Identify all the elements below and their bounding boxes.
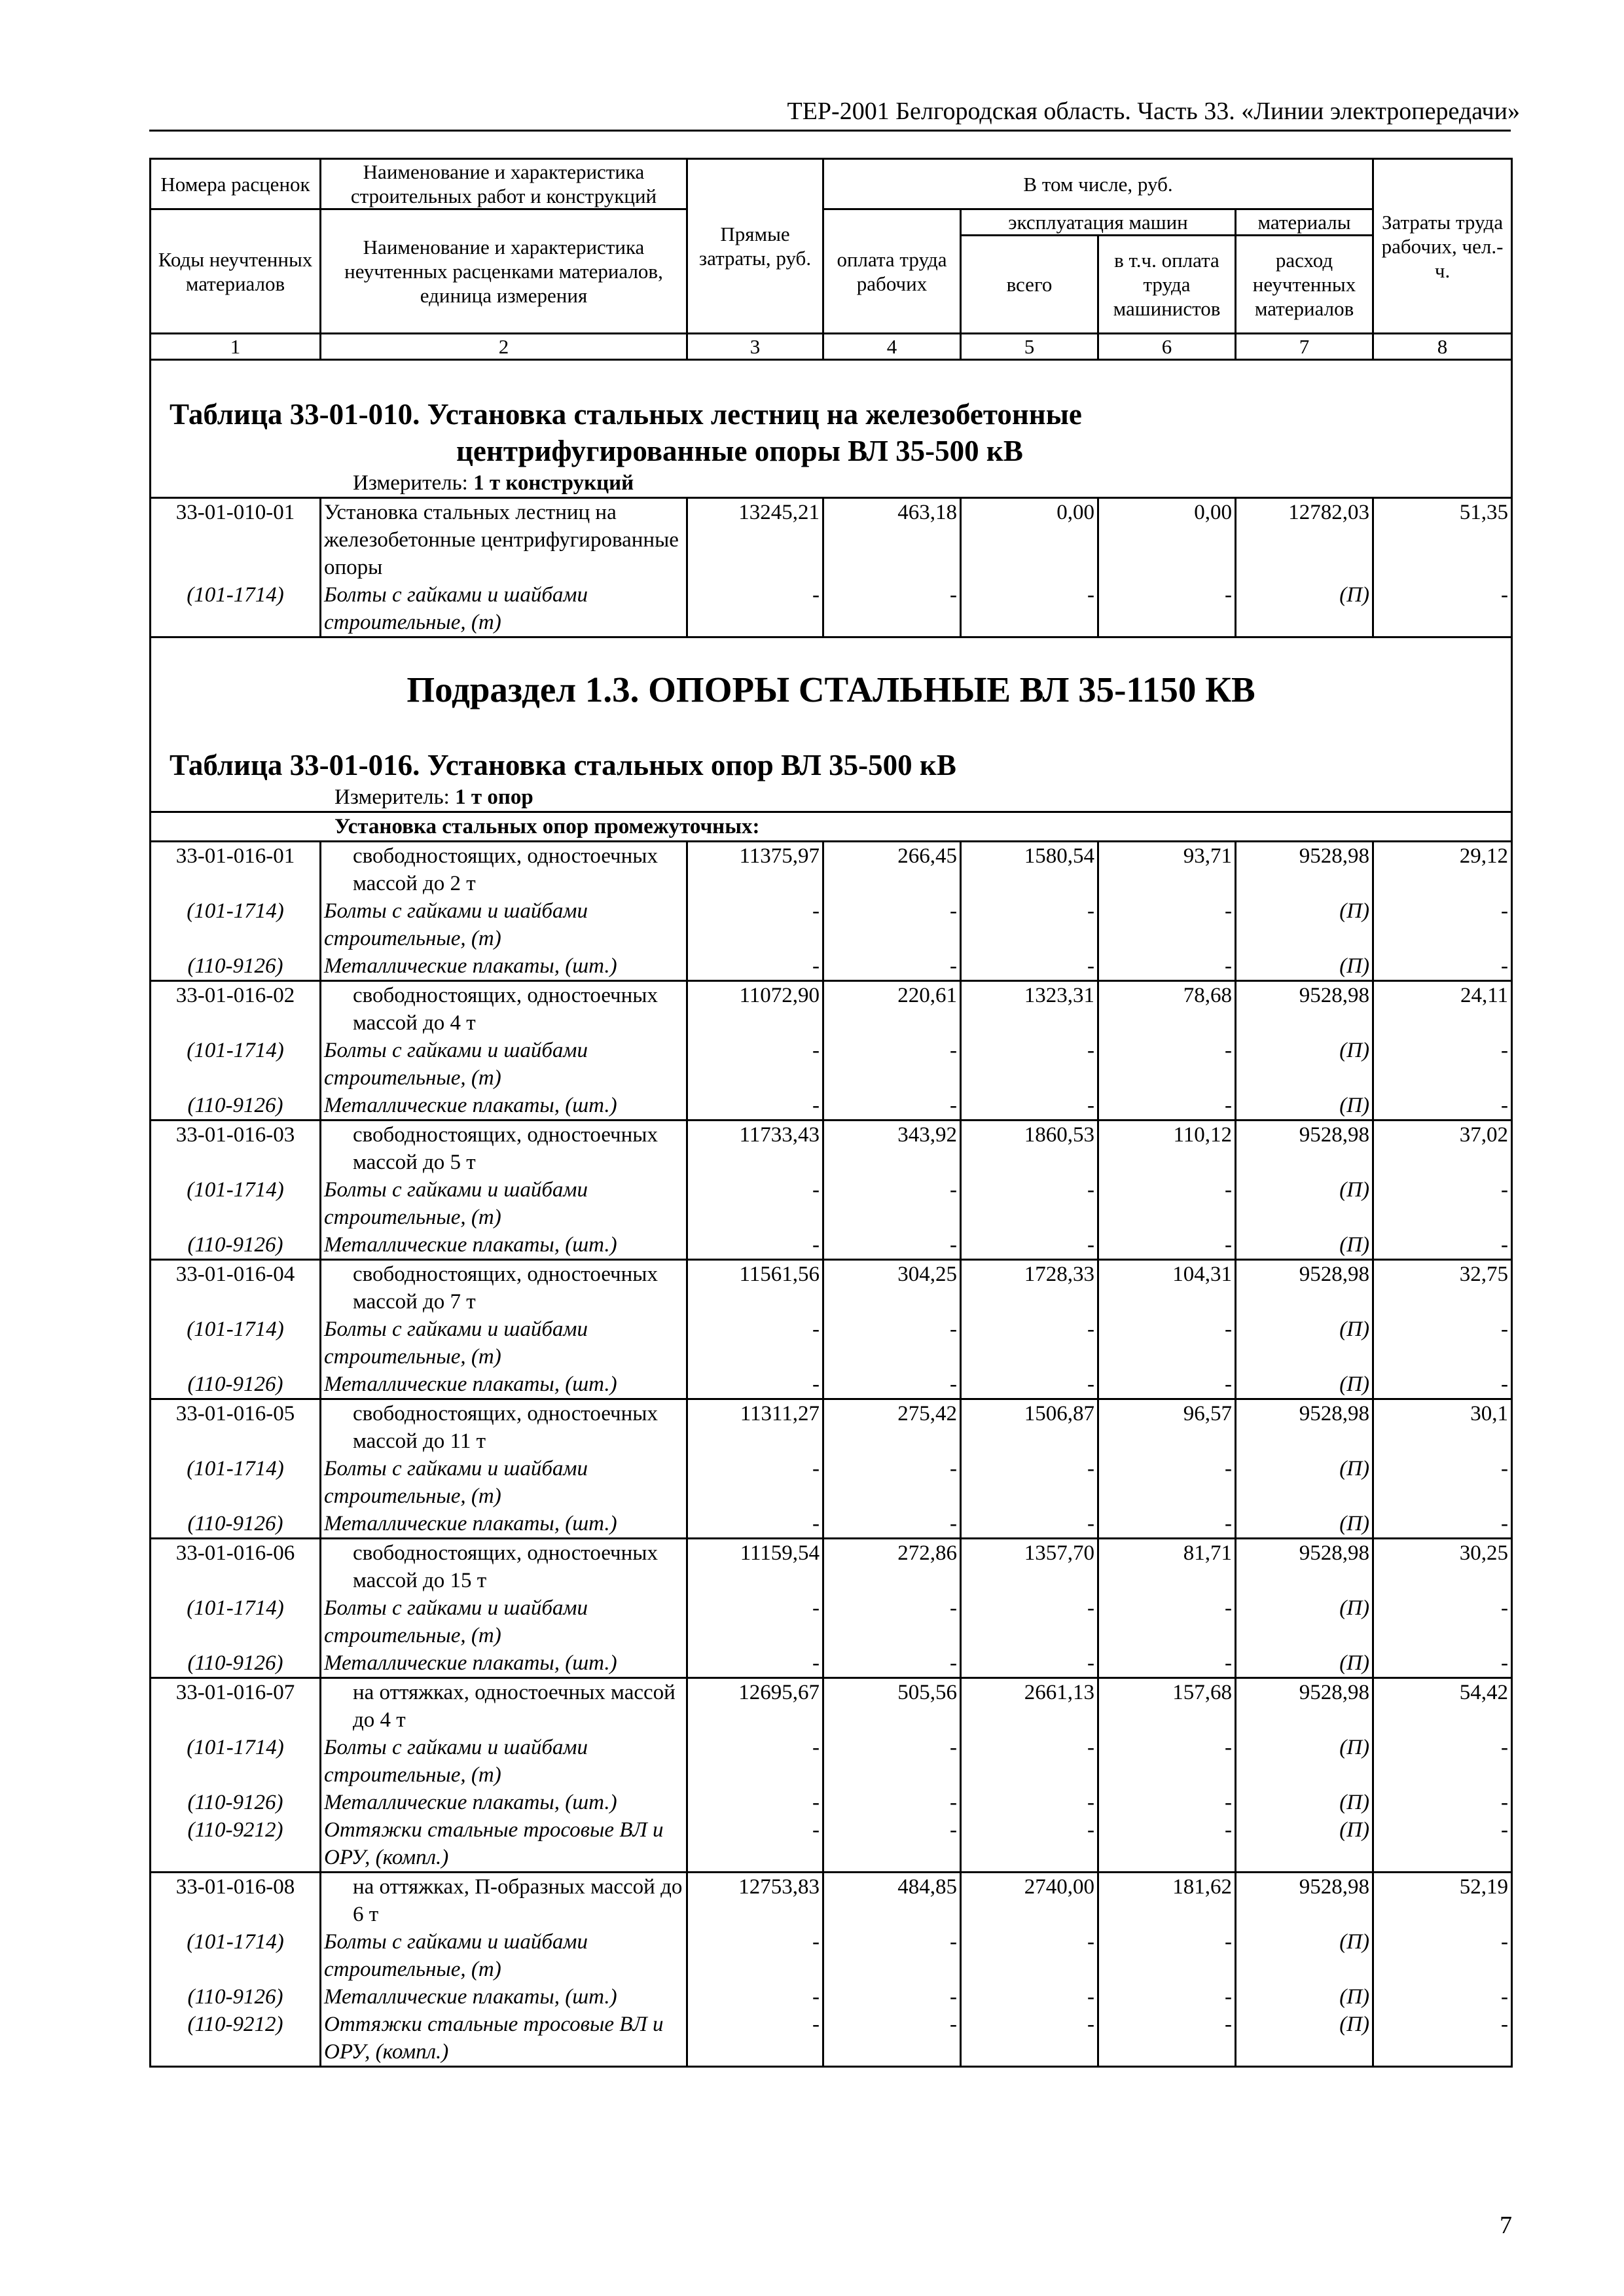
material-mark: (П) — [1236, 1092, 1373, 1121]
material-row — [151, 1316, 1512, 1371]
empty-cell: - — [961, 952, 1098, 981]
material-row — [151, 1928, 1512, 1983]
materials-cost: 9528,98 — [1236, 1121, 1373, 1177]
table-010-title: Таблица 33-01-010. Установка стальных лестниц на железобетонные — [170, 398, 1082, 431]
material-row — [151, 1176, 1512, 1231]
material-row — [151, 1734, 1512, 1789]
table-row — [151, 1121, 1512, 1177]
rate-name: свободностоящих, одностоечных массой до 5 т — [321, 1121, 687, 1177]
material-name: Металлические плакаты, (шт.) — [321, 1649, 687, 1678]
materials-cost: 9528,98 — [1236, 981, 1373, 1037]
material-name: Металлические плакаты, (шт.) — [321, 1231, 687, 1260]
table-016-title: Таблица 33-01-016. Установка стальных опор ВЛ 35-500 кВ — [170, 749, 956, 781]
group-label: Установка стальных опор промежуточных: — [151, 812, 1512, 842]
material-mark: (П) — [1236, 1594, 1373, 1649]
included-header: В том числе, руб. — [823, 159, 1373, 209]
materials-header: материалы — [1236, 209, 1373, 236]
col-number: 8 — [1373, 334, 1512, 360]
rate-name: свободностоящих, одностоечных массой до 11 т — [321, 1399, 687, 1456]
material-name: Болты с гайками и шайбами строительные, (т) — [321, 1176, 687, 1231]
material-code: (110-9126) — [151, 1649, 321, 1678]
material-mark: (П) — [1236, 1649, 1373, 1678]
empty-cell: - — [961, 1510, 1098, 1539]
material-mark: (П) — [1236, 1928, 1373, 1983]
material-mark: (П) — [1236, 1789, 1373, 1816]
empty-cell: - — [823, 1649, 961, 1678]
materials-cost: 9528,98 — [1236, 842, 1373, 898]
empty-cell: - — [687, 1789, 823, 1816]
empty-cell: - — [823, 1316, 961, 1371]
empty-cell: - — [1373, 1816, 1512, 1873]
labor-pay: 343,92 — [823, 1121, 961, 1177]
machinists-pay: 81,71 — [1098, 1539, 1236, 1595]
materials-cost: 9528,98 — [1236, 1399, 1373, 1456]
header-rule — [149, 130, 1511, 132]
empty-cell: - — [823, 581, 961, 637]
direct-costs: 12695,67 — [687, 1678, 823, 1734]
empty-cell: - — [961, 1371, 1098, 1399]
empty-cell: - — [823, 1789, 961, 1816]
empty-cell: - — [1373, 581, 1512, 637]
material-row — [151, 952, 1512, 981]
col-number: 4 — [823, 334, 961, 360]
machinists-pay: 157,68 — [1098, 1678, 1236, 1734]
empty-cell: - — [823, 1594, 961, 1649]
machinists-pay: 0,00 — [1098, 498, 1236, 582]
material-name: Болты с гайками и шайбами строительные, (т) — [321, 897, 687, 952]
material-code: (110-9212) — [151, 1816, 321, 1873]
rate-code: 33-01-016-05 — [151, 1399, 321, 1456]
machinists-pay: 104,31 — [1098, 1260, 1236, 1316]
empty-cell: - — [687, 1371, 823, 1399]
material-mark: (П) — [1236, 1231, 1373, 1260]
material-name: Оттяжки стальные тросовые ВЛ и ОРУ, (компл.) — [321, 2011, 687, 2067]
empty-cell: - — [1373, 1176, 1512, 1231]
empty-cell: - — [961, 1455, 1098, 1510]
empty-cell: - — [961, 897, 1098, 952]
material-code: (110-9126) — [151, 952, 321, 981]
material-code: (101-1714) — [151, 1316, 321, 1371]
empty-cell: - — [1373, 1594, 1512, 1649]
material-code: (110-9126) — [151, 1371, 321, 1399]
rate-name: свободностоящих, одностоечных массой до 15 т — [321, 1539, 687, 1595]
material-mark: (П) — [1236, 1037, 1373, 1092]
empty-cell: - — [1098, 581, 1236, 637]
material-code: (110-9126) — [151, 1510, 321, 1539]
empty-cell: - — [687, 1983, 823, 2011]
material-code: (101-1714) — [151, 1037, 321, 1092]
empty-cell: - — [823, 1816, 961, 1873]
empty-cell: - — [1373, 1510, 1512, 1539]
labor-pay: 304,25 — [823, 1260, 961, 1316]
material-mark: (П) — [1236, 1816, 1373, 1873]
empty-cell: - — [823, 897, 961, 952]
material-row — [151, 1594, 1512, 1649]
material-name: Болты с гайками и шайбами строительные, (т) — [321, 1734, 687, 1789]
empty-cell: - — [1373, 1037, 1512, 1092]
rate-code: 33-01-016-03 — [151, 1121, 321, 1177]
direct-costs: 11311,27 — [687, 1399, 823, 1456]
col5-header: всего — [961, 236, 1098, 334]
empty-cell: - — [823, 1092, 961, 1121]
empty-cell: - — [1373, 1316, 1512, 1371]
materials-cost: 12782,03 — [1236, 498, 1373, 582]
labor-pay: 463,18 — [823, 498, 961, 582]
empty-cell: - — [823, 1176, 961, 1231]
empty-cell: - — [1373, 1928, 1512, 1983]
table-row — [151, 842, 1512, 898]
empty-cell: - — [961, 1789, 1098, 1816]
direct-costs: 11159,54 — [687, 1539, 823, 1595]
material-row — [151, 1789, 1512, 1816]
empty-cell: - — [1098, 1092, 1236, 1121]
empty-cell: - — [823, 1928, 961, 1983]
material-row — [151, 1371, 1512, 1399]
direct-costs: 11375,97 — [687, 842, 823, 898]
empty-cell: - — [687, 1316, 823, 1371]
material-row — [151, 1037, 1512, 1092]
col3-header: Прямые затраты, руб. — [687, 159, 823, 334]
empty-cell: - — [823, 1983, 961, 2011]
empty-cell: - — [1098, 1734, 1236, 1789]
material-code: (110-9126) — [151, 1789, 321, 1816]
empty-cell: - — [823, 1231, 961, 1260]
material-name: Металлические плакаты, (шт.) — [321, 952, 687, 981]
empty-cell: - — [1098, 1928, 1236, 1983]
empty-cell: - — [1373, 897, 1512, 952]
empty-cell: - — [961, 1037, 1098, 1092]
labor-hours: 37,02 — [1373, 1121, 1512, 1177]
table-row — [151, 1399, 1512, 1456]
empty-cell: - — [1098, 1649, 1236, 1678]
materials-cost: 9528,98 — [1236, 1539, 1373, 1595]
labor-hours: 29,12 — [1373, 842, 1512, 898]
rate-code: 33-01-016-02 — [151, 981, 321, 1037]
materials-cost: 9528,98 — [1236, 1873, 1373, 1929]
empty-cell: - — [1098, 1594, 1236, 1649]
table-row — [151, 981, 1512, 1037]
empty-cell: - — [823, 1734, 961, 1789]
empty-cell: - — [961, 1928, 1098, 1983]
rate-code: 33-01-016-07 — [151, 1678, 321, 1734]
material-mark: (П) — [1236, 1455, 1373, 1510]
material-row — [151, 2011, 1512, 2067]
col2-header-bottom: Наименование и характеристика неучтенных расценками материалов, единица измерения — [321, 209, 687, 334]
material-code: (110-9126) — [151, 1231, 321, 1260]
table-010-title-cont: центрифугированные опоры ВЛ 35-500 кВ — [456, 435, 1023, 467]
empty-cell: - — [1098, 1983, 1236, 2011]
rate-code: 33-01-016-04 — [151, 1260, 321, 1316]
material-mark: (П) — [1236, 1316, 1373, 1371]
rate-code: 33-01-016-06 — [151, 1539, 321, 1595]
rate-name: свободностоящих, одностоечных массой до 2 т — [321, 842, 687, 898]
machinists-pay: 110,12 — [1098, 1121, 1236, 1177]
empty-cell: - — [687, 1649, 823, 1678]
empty-cell: - — [961, 1594, 1098, 1649]
material-mark: (П) — [1236, 1983, 1373, 2011]
table-016-measure: Измеритель: 1 т опор — [334, 785, 533, 809]
material-row — [151, 1649, 1512, 1678]
empty-cell: - — [961, 1816, 1098, 1873]
subsection-title: Подраздел 1.3. ОПОРЫ СТАЛЬНЫЕ ВЛ 35-1150 КВ — [406, 670, 1255, 709]
page-number: 7 — [1500, 2212, 1512, 2239]
col-number: 5 — [961, 334, 1098, 360]
empty-cell: - — [687, 1734, 823, 1789]
table-row — [151, 1678, 1512, 1734]
labor-pay: 484,85 — [823, 1873, 961, 1929]
material-mark: (П) — [1236, 1371, 1373, 1399]
material-code: (101-1714) — [151, 1176, 321, 1231]
empty-cell: - — [961, 1092, 1098, 1121]
empty-cell: - — [687, 1092, 823, 1121]
labor-hours: 30,25 — [1373, 1539, 1512, 1595]
rates-table — [149, 158, 1513, 2068]
empty-cell: - — [961, 2011, 1098, 2067]
empty-cell: - — [1098, 952, 1236, 981]
material-mark: (П) — [1236, 1510, 1373, 1539]
empty-cell: - — [823, 1037, 961, 1092]
labor-hours: 52,19 — [1373, 1873, 1512, 1929]
material-mark: (П) — [1236, 581, 1373, 637]
material-name: Болты с гайками и шайбами строительные, (т) — [321, 581, 687, 637]
empty-cell: - — [1373, 1734, 1512, 1789]
col-number: 1 — [151, 334, 321, 360]
material-name: Болты с гайками и шайбами строительные, (т) — [321, 1455, 687, 1510]
labor-pay: 266,45 — [823, 842, 961, 898]
materials-cost: 9528,98 — [1236, 1678, 1373, 1734]
empty-cell: - — [1373, 1371, 1512, 1399]
empty-cell: - — [687, 1816, 823, 1873]
empty-cell: - — [687, 581, 823, 637]
material-mark: (П) — [1236, 1734, 1373, 1789]
materials-cost: 9528,98 — [1236, 1260, 1373, 1316]
col-number: 7 — [1236, 334, 1373, 360]
col1-header-top: Номера расценок — [151, 159, 321, 209]
col2-header-top: Наименование и характеристика строительных работ и конструкций — [321, 159, 687, 209]
empty-cell: - — [1098, 897, 1236, 952]
col-number: 6 — [1098, 334, 1236, 360]
machinists-pay: 93,71 — [1098, 842, 1236, 898]
material-code: (101-1714) — [151, 581, 321, 637]
empty-cell: - — [823, 2011, 961, 2067]
material-name: Металлические плакаты, (шт.) — [321, 1092, 687, 1121]
rate-name: на оттяжках, одностоечных массой до 4 т — [321, 1678, 687, 1734]
material-name: Металлические плакаты, (шт.) — [321, 1983, 687, 2011]
empty-cell: - — [687, 1231, 823, 1260]
labor-hours: 51,35 — [1373, 498, 1512, 582]
labor-pay: 505,56 — [823, 1678, 961, 1734]
table-row — [151, 498, 1512, 582]
direct-costs: 13245,21 — [687, 498, 823, 582]
machines-total: 2740,00 — [961, 1873, 1098, 1929]
empty-cell: - — [1098, 1371, 1236, 1399]
material-name: Металлические плакаты, (шт.) — [321, 1510, 687, 1539]
empty-cell: - — [1373, 1455, 1512, 1510]
labor-hours: 24,11 — [1373, 981, 1512, 1037]
machines-header: эксплуатация машин — [961, 209, 1236, 236]
material-row — [151, 1510, 1512, 1539]
empty-cell: - — [1098, 1510, 1236, 1539]
labor-pay: 272,86 — [823, 1539, 961, 1595]
material-name: Болты с гайками и шайбами строительные, (т) — [321, 1037, 687, 1092]
material-code: (110-9126) — [151, 1092, 321, 1121]
empty-cell: - — [961, 1983, 1098, 2011]
col-number: 3 — [687, 334, 823, 360]
material-mark: (П) — [1236, 952, 1373, 981]
table-row — [151, 1539, 1512, 1595]
machines-total: 1357,70 — [961, 1539, 1098, 1595]
col7-header: расход неучтенных материалов — [1236, 236, 1373, 334]
col1-header-bottom: Коды неучтенных материалов — [151, 209, 321, 334]
empty-cell: - — [1373, 1231, 1512, 1260]
rate-name: Установка стальных лестниц на железобетонные центрифугированные опоры — [321, 498, 687, 582]
table-row — [151, 1873, 1512, 1929]
empty-cell: - — [1373, 1092, 1512, 1121]
empty-cell: - — [823, 1510, 961, 1539]
empty-cell: - — [687, 1037, 823, 1092]
labor-hours: 54,42 — [1373, 1678, 1512, 1734]
empty-cell: - — [823, 1455, 961, 1510]
empty-cell: - — [687, 1594, 823, 1649]
machines-total: 1580,54 — [961, 842, 1098, 898]
material-code: (101-1714) — [151, 897, 321, 952]
rates-table-wrapper — [149, 158, 1511, 2068]
rate-code: 33-01-010-01 — [151, 498, 321, 582]
col8-header: Затраты труда рабочих, чел.-ч. — [1373, 159, 1512, 334]
material-name: Металлические плакаты, (шт.) — [321, 1371, 687, 1399]
empty-cell: - — [1373, 1649, 1512, 1678]
page-header: ТЕР-2001 Белгородская область. Часть 33. «Линии электропередачи» — [787, 98, 1520, 125]
rate-code: 33-01-016-08 — [151, 1873, 321, 1929]
table-010-measure: Измеритель: 1 т конструкций — [353, 471, 634, 495]
col-number: 2 — [321, 334, 687, 360]
empty-cell: - — [1373, 2011, 1512, 2067]
material-name: Металлические плакаты, (шт.) — [321, 1789, 687, 1816]
material-row — [151, 1983, 1512, 2011]
machines-total: 1323,31 — [961, 981, 1098, 1037]
material-code: (101-1714) — [151, 1594, 321, 1649]
empty-cell: - — [1098, 1231, 1236, 1260]
machines-total: 0,00 — [961, 498, 1098, 582]
labor-hours: 30,1 — [1373, 1399, 1512, 1456]
labor-pay: 220,61 — [823, 981, 961, 1037]
empty-cell: - — [961, 1176, 1098, 1231]
material-code: (101-1714) — [151, 1928, 321, 1983]
material-mark: (П) — [1236, 2011, 1373, 2067]
empty-cell: - — [1098, 1455, 1236, 1510]
col6-header: в т.ч. оплата труда машинистов — [1098, 236, 1236, 334]
empty-cell: - — [687, 897, 823, 952]
empty-cell: - — [961, 581, 1098, 637]
empty-cell: - — [1098, 2011, 1236, 2067]
material-name: Болты с гайками и шайбами строительные, (т) — [321, 1594, 687, 1649]
material-name: Болты с гайками и шайбами строительные, (т) — [321, 1928, 687, 1983]
empty-cell: - — [961, 1649, 1098, 1678]
empty-cell: - — [687, 952, 823, 981]
direct-costs: 12753,83 — [687, 1873, 823, 1929]
direct-costs: 11561,56 — [687, 1260, 823, 1316]
empty-cell: - — [687, 1455, 823, 1510]
empty-cell: - — [687, 1176, 823, 1231]
empty-cell: - — [687, 2011, 823, 2067]
machinists-pay: 181,62 — [1098, 1873, 1236, 1929]
empty-cell: - — [1373, 952, 1512, 981]
empty-cell: - — [1098, 1816, 1236, 1873]
table-row — [151, 1260, 1512, 1316]
col4-header: оплата труда рабочих — [823, 209, 961, 334]
material-row — [151, 581, 1512, 637]
direct-costs: 11072,90 — [687, 981, 823, 1037]
empty-cell: - — [823, 952, 961, 981]
material-row — [151, 1092, 1512, 1121]
rate-name: свободностоящих, одностоечных массой до 4 т — [321, 981, 687, 1037]
material-name: Оттяжки стальные тросовые ВЛ и ОРУ, (компл.) — [321, 1816, 687, 1873]
machinists-pay: 96,57 — [1098, 1399, 1236, 1456]
material-mark: (П) — [1236, 897, 1373, 952]
material-row — [151, 1455, 1512, 1510]
empty-cell: - — [1098, 1316, 1236, 1371]
empty-cell: - — [1373, 1789, 1512, 1816]
empty-cell: - — [823, 1371, 961, 1399]
rate-name: свободностоящих, одностоечных массой до 7 т — [321, 1260, 687, 1316]
material-mark: (П) — [1236, 1176, 1373, 1231]
machinists-pay: 78,68 — [1098, 981, 1236, 1037]
machines-total: 1728,33 — [961, 1260, 1098, 1316]
machines-total: 1860,53 — [961, 1121, 1098, 1177]
empty-cell: - — [961, 1316, 1098, 1371]
machines-total: 2661,13 — [961, 1678, 1098, 1734]
empty-cell: - — [687, 1928, 823, 1983]
material-row — [151, 1231, 1512, 1260]
empty-cell: - — [1098, 1789, 1236, 1816]
rate-name: на оттяжках, П-образных массой до 6 т — [321, 1873, 687, 1929]
empty-cell: - — [1098, 1176, 1236, 1231]
machines-total: 1506,87 — [961, 1399, 1098, 1456]
empty-cell: - — [961, 1734, 1098, 1789]
material-row — [151, 897, 1512, 952]
material-code: (110-9212) — [151, 2011, 321, 2067]
empty-cell: - — [961, 1231, 1098, 1260]
empty-cell: - — [1098, 1037, 1236, 1092]
material-code: (101-1714) — [151, 1455, 321, 1510]
material-name: Болты с гайками и шайбами строительные, (т) — [321, 1316, 687, 1371]
empty-cell: - — [1373, 1983, 1512, 2011]
material-code: (110-9126) — [151, 1983, 321, 2011]
direct-costs: 11733,43 — [687, 1121, 823, 1177]
rate-code: 33-01-016-01 — [151, 842, 321, 898]
labor-hours: 32,75 — [1373, 1260, 1512, 1316]
material-row — [151, 1816, 1512, 1873]
labor-pay: 275,42 — [823, 1399, 961, 1456]
empty-cell: - — [687, 1510, 823, 1539]
material-code: (101-1714) — [151, 1734, 321, 1789]
